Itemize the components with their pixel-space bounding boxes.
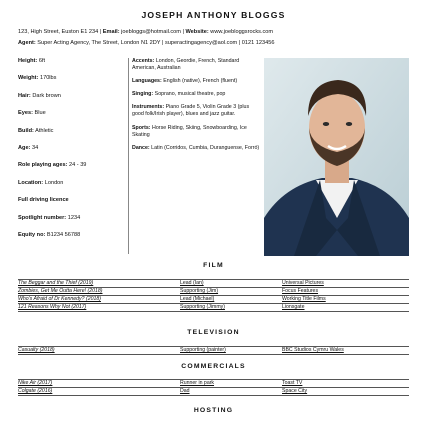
credit-production: Lionsgate [282,304,305,310]
credit-title: 121 Reasons Why Not (2017) [18,304,87,310]
credit-production: BBC Studios Cymru Wales [282,347,344,353]
contact-line: 123, High Street, Euston E1 234 | Email: joebloggs@hotmail.com | Website: www.joebloggsrocks.com [18,29,274,35]
table-row [18,296,409,304]
stat-value: Athletic [35,127,54,134]
credit-role: Runner in park [180,380,215,386]
credit-title: Nike Air (2017) [18,380,53,386]
actor-name: JOSEPH ANTHONY BLOGGS [141,10,286,20]
stat-label: Full driving licence [18,197,69,204]
stat-value: 34 [32,144,39,151]
credit-production: Universal Pictures [282,280,324,286]
stat-value: 24 - 39 [69,162,87,169]
section-title-television: TELEVISION [187,329,240,336]
table-row [18,288,409,296]
credit-production: Toast TV [282,380,303,386]
stat-row [18,232,126,249]
credit-production: Focus Features [282,288,319,294]
website-link[interactable]: www.joebloggsrocks.com [210,29,274,35]
stat-label: Weight: [18,75,39,82]
stat-label: Equity no: [18,231,46,238]
skill-value: Horse Riding, Skiing, Snowboarding, Ice Skating [132,124,247,138]
table-row [18,388,409,396]
stat-value: 6ft [38,58,46,64]
column-divider [128,58,129,254]
skills-column [132,58,260,158]
headshot-image [264,58,409,256]
stat-row [18,93,126,110]
headshot-photo [264,58,409,256]
stat-row [18,180,126,197]
skill-label: Languages: [132,78,162,85]
skill-block [132,104,260,118]
stat-row [18,110,126,127]
stat-label: Build: [18,127,34,134]
skill-label: Sports: [132,124,151,131]
skill-label: Accents: [132,58,155,64]
stat-value: 170lbs [39,75,57,82]
stat-row [18,162,126,179]
stat-label: Hair: [18,92,31,99]
skill-block [132,125,260,139]
stat-label: Height: [18,58,38,64]
stat-row [18,58,126,75]
stat-label: Role playing ages: [18,162,68,169]
credit-role: Lead (Michael) [180,296,215,302]
skill-value: Latin (Corridos, Cumbia, Duranguense, Forró) [151,144,260,151]
skill-value: English (native), French (fluent) [163,78,238,85]
television-credits-table [18,346,409,355]
skill-block [132,58,260,72]
stat-row [18,197,126,214]
stat-value: Blue [34,110,46,117]
website-label: Website: [185,29,209,35]
section-title-commercials: COMMERCIALS [181,363,246,370]
address: 123, High Street, Euston E1 234 [18,29,99,35]
credit-role: Dad [180,388,190,394]
film-credits-table [18,279,409,312]
email-link[interactable]: joebloggs@hotmail.com [121,29,181,35]
credit-title: Casualty (2018) [18,347,55,353]
stat-label: Spotlight number: [18,214,67,221]
stat-label: Location: [18,179,44,186]
section-title-film: FILM [203,262,224,269]
stat-row [18,145,126,162]
stat-value: B1234 56788 [46,231,81,238]
stat-row [18,75,126,92]
credit-title: The Beggar and the Thief (2019) [18,280,94,286]
credit-title: Who's Afraid of Dr Kennedy? (2018) [18,296,101,302]
credit-production: Working Title Films [282,296,326,302]
table-row [18,279,409,288]
skill-value: Soprano, musical theatre, pop [154,91,226,98]
table-row [18,304,409,312]
stat-label: Eyes: [18,110,33,117]
agent-line: Agent: Super Acting Agency, The Street, London N1 2DY | superactingagency@aol.com | 0121 123456 [18,40,275,46]
table-row [18,346,409,355]
agent-email[interactable]: superactingagency@aol.com [165,40,238,46]
skill-label: Singing: [132,91,154,98]
skill-value: London, Geordie, French, Standard American, Australian [132,58,240,72]
skill-label: Instruments: [132,104,165,111]
agent-label: Agent: [18,40,36,46]
stat-row [18,128,126,145]
agent-phone: 0121 123456 [241,40,275,46]
credit-role: Supporting (Jimmy) [180,304,225,310]
section-title-hosting: HOSTING [193,407,234,414]
stat-value: Dark brown [32,92,61,99]
credit-title: Colgate (2016) [18,388,53,394]
skill-block [132,145,260,152]
agent-address: Super Acting Agency, The Street, London N1 2DY [37,40,161,46]
stats-column [18,58,126,249]
skill-block [132,78,260,85]
table-row [18,379,409,388]
skill-block [132,91,260,98]
stat-row [18,215,126,232]
credit-role: Supporting (painter) [180,347,226,353]
credit-production: Space City [282,388,308,394]
credit-role: Supporting (Jim) [180,288,219,294]
credit-title: Zombies, Get Me Outta Here! (2018) [18,288,103,294]
skill-value: Piano Grade 5, Violin Grade 3 (plus good folk/Irish player), blues and jazz guitar. [132,104,250,118]
stat-label: Age: [18,144,31,151]
email-label: Email: [102,29,120,35]
stat-value: 1234 [67,214,81,221]
skill-label: Dance: [132,144,150,151]
stat-value: London [44,179,64,186]
commercials-credits-table [18,379,409,396]
credit-role: Lead (Ian) [180,280,204,286]
